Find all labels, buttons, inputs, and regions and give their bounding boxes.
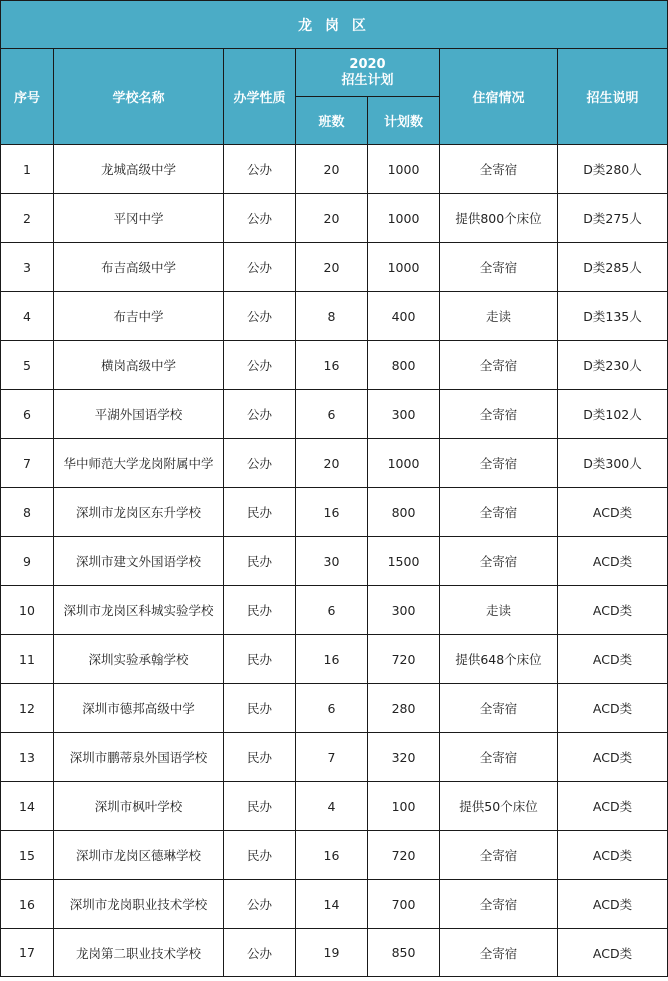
cell-school-nature: 公办 bbox=[224, 439, 296, 488]
cell-notes: ACD类 bbox=[558, 782, 668, 831]
cell-planned: 800 bbox=[368, 341, 440, 390]
cell-school-name: 深圳市德邦高级中学 bbox=[54, 684, 224, 733]
cell-index: 13 bbox=[1, 733, 54, 782]
table-row bbox=[1, 341, 668, 390]
table-row bbox=[1, 439, 668, 488]
cell-planned: 1000 bbox=[368, 194, 440, 243]
table-row bbox=[1, 635, 668, 684]
cell-classes: 30 bbox=[296, 537, 368, 586]
cell-planned: 1000 bbox=[368, 243, 440, 292]
cell-notes: ACD类 bbox=[558, 831, 668, 880]
cell-school-nature: 公办 bbox=[224, 880, 296, 929]
cell-planned: 850 bbox=[368, 929, 440, 977]
cell-index: 5 bbox=[1, 341, 54, 390]
cell-boarding: 全寄宿 bbox=[440, 929, 558, 977]
cell-planned: 800 bbox=[368, 488, 440, 537]
cell-notes: D类275人 bbox=[558, 194, 668, 243]
cell-index: 8 bbox=[1, 488, 54, 537]
table-row bbox=[1, 880, 668, 929]
header-notes: 招生说明 bbox=[558, 49, 668, 145]
cell-index: 7 bbox=[1, 439, 54, 488]
cell-classes: 6 bbox=[296, 684, 368, 733]
cell-notes: ACD类 bbox=[558, 537, 668, 586]
cell-boarding: 提供648个床位 bbox=[440, 635, 558, 684]
cell-notes: D类285人 bbox=[558, 243, 668, 292]
cell-index: 11 bbox=[1, 635, 54, 684]
cell-boarding: 走读 bbox=[440, 586, 558, 635]
cell-classes: 20 bbox=[296, 243, 368, 292]
table-row bbox=[1, 145, 668, 194]
cell-school-nature: 公办 bbox=[224, 292, 296, 341]
cell-boarding: 全寄宿 bbox=[440, 243, 558, 292]
cell-planned: 720 bbox=[368, 831, 440, 880]
header-boarding: 住宿情况 bbox=[440, 49, 558, 145]
cell-index: 4 bbox=[1, 292, 54, 341]
cell-planned: 280 bbox=[368, 684, 440, 733]
cell-classes: 20 bbox=[296, 439, 368, 488]
cell-notes: ACD类 bbox=[558, 684, 668, 733]
cell-boarding: 全寄宿 bbox=[440, 439, 558, 488]
cell-school-name: 深圳市龙岗区科城实验学校 bbox=[54, 586, 224, 635]
cell-school-nature: 民办 bbox=[224, 488, 296, 537]
table-row bbox=[1, 586, 668, 635]
cell-planned: 1500 bbox=[368, 537, 440, 586]
header-plan-year: 2020 bbox=[349, 56, 386, 72]
cell-notes: ACD类 bbox=[558, 880, 668, 929]
cell-boarding: 全寄宿 bbox=[440, 390, 558, 439]
cell-school-nature: 民办 bbox=[224, 782, 296, 831]
cell-classes: 7 bbox=[296, 733, 368, 782]
cell-boarding: 全寄宿 bbox=[440, 341, 558, 390]
cell-notes: D类300人 bbox=[558, 439, 668, 488]
cell-school-nature: 民办 bbox=[224, 635, 296, 684]
cell-index: 9 bbox=[1, 537, 54, 586]
cell-school-nature: 民办 bbox=[224, 586, 296, 635]
cell-school-name: 龙城高级中学 bbox=[54, 145, 224, 194]
cell-boarding: 全寄宿 bbox=[440, 880, 558, 929]
cell-school-name: 平湖外国语学校 bbox=[54, 390, 224, 439]
cell-classes: 6 bbox=[296, 390, 368, 439]
table-row bbox=[1, 537, 668, 586]
table-row bbox=[1, 243, 668, 292]
cell-school-nature: 民办 bbox=[224, 537, 296, 586]
cell-notes: ACD类 bbox=[558, 488, 668, 537]
cell-boarding: 全寄宿 bbox=[440, 733, 558, 782]
cell-classes: 20 bbox=[296, 145, 368, 194]
district-title: 龙 岗 区 bbox=[1, 1, 668, 49]
cell-school-name: 深圳市龙岗区德琳学校 bbox=[54, 831, 224, 880]
cell-boarding: 提供50个床位 bbox=[440, 782, 558, 831]
cell-school-name: 华中师范大学龙岗附属中学 bbox=[54, 439, 224, 488]
cell-school-nature: 公办 bbox=[224, 145, 296, 194]
cell-planned: 1000 bbox=[368, 439, 440, 488]
table-row bbox=[1, 194, 668, 243]
cell-notes: ACD类 bbox=[558, 929, 668, 977]
cell-classes: 4 bbox=[296, 782, 368, 831]
table-row bbox=[1, 831, 668, 880]
cell-index: 14 bbox=[1, 782, 54, 831]
cell-school-name: 布吉中学 bbox=[54, 292, 224, 341]
cell-school-name: 深圳市枫叶学校 bbox=[54, 782, 224, 831]
cell-classes: 16 bbox=[296, 488, 368, 537]
cell-boarding: 全寄宿 bbox=[440, 684, 558, 733]
cell-notes: D类230人 bbox=[558, 341, 668, 390]
cell-index: 12 bbox=[1, 684, 54, 733]
cell-planned: 700 bbox=[368, 880, 440, 929]
header-planned: 计划数 bbox=[368, 97, 440, 145]
cell-school-name: 深圳市鹏蒂泉外国语学校 bbox=[54, 733, 224, 782]
cell-notes: D类102人 bbox=[558, 390, 668, 439]
cell-school-name: 横岗高级中学 bbox=[54, 341, 224, 390]
table-row bbox=[1, 733, 668, 782]
cell-school-name: 布吉高级中学 bbox=[54, 243, 224, 292]
cell-planned: 320 bbox=[368, 733, 440, 782]
cell-notes: ACD类 bbox=[558, 586, 668, 635]
table-row bbox=[1, 488, 668, 537]
header-enrollment-plan bbox=[296, 49, 440, 97]
cell-school-nature: 公办 bbox=[224, 341, 296, 390]
cell-index: 1 bbox=[1, 145, 54, 194]
table-row bbox=[1, 782, 668, 831]
cell-notes: ACD类 bbox=[558, 635, 668, 684]
cell-boarding: 全寄宿 bbox=[440, 537, 558, 586]
cell-classes: 16 bbox=[296, 341, 368, 390]
cell-school-nature: 公办 bbox=[224, 243, 296, 292]
cell-school-nature: 公办 bbox=[224, 194, 296, 243]
cell-planned: 100 bbox=[368, 782, 440, 831]
cell-planned: 300 bbox=[368, 390, 440, 439]
cell-school-nature: 公办 bbox=[224, 390, 296, 439]
cell-boarding: 提供800个床位 bbox=[440, 194, 558, 243]
cell-school-nature: 民办 bbox=[224, 684, 296, 733]
cell-notes: D类280人 bbox=[558, 145, 668, 194]
header-classes: 班数 bbox=[296, 97, 368, 145]
cell-index: 17 bbox=[1, 929, 54, 977]
cell-index: 2 bbox=[1, 194, 54, 243]
cell-index: 6 bbox=[1, 390, 54, 439]
cell-boarding: 全寄宿 bbox=[440, 488, 558, 537]
cell-classes: 6 bbox=[296, 586, 368, 635]
cell-classes: 14 bbox=[296, 880, 368, 929]
table-row bbox=[1, 292, 668, 341]
cell-classes: 8 bbox=[296, 292, 368, 341]
cell-boarding: 全寄宿 bbox=[440, 145, 558, 194]
cell-classes: 19 bbox=[296, 929, 368, 977]
cell-school-name: 深圳实验承翰学校 bbox=[54, 635, 224, 684]
cell-school-name: 平冈中学 bbox=[54, 194, 224, 243]
cell-planned: 1000 bbox=[368, 145, 440, 194]
cell-school-name: 深圳市龙岗职业技术学校 bbox=[54, 880, 224, 929]
cell-school-name: 龙岗第二职业技术学校 bbox=[54, 929, 224, 977]
cell-planned: 400 bbox=[368, 292, 440, 341]
cell-planned: 720 bbox=[368, 635, 440, 684]
cell-school-nature: 公办 bbox=[224, 929, 296, 977]
table-row bbox=[1, 684, 668, 733]
header-school-nature: 办学性质 bbox=[224, 49, 296, 145]
cell-index: 10 bbox=[1, 586, 54, 635]
table-row bbox=[1, 929, 668, 977]
cell-notes: D类135人 bbox=[558, 292, 668, 341]
cell-index: 15 bbox=[1, 831, 54, 880]
cell-planned: 300 bbox=[368, 586, 440, 635]
header-index: 序号 bbox=[1, 49, 54, 145]
cell-school-nature: 民办 bbox=[224, 831, 296, 880]
header-school-name: 学校名称 bbox=[54, 49, 224, 145]
cell-school-nature: 民办 bbox=[224, 733, 296, 782]
cell-notes: ACD类 bbox=[558, 733, 668, 782]
cell-boarding: 全寄宿 bbox=[440, 831, 558, 880]
cell-school-name: 深圳市建文外国语学校 bbox=[54, 537, 224, 586]
cell-classes: 20 bbox=[296, 194, 368, 243]
cell-school-name: 深圳市龙岗区东升学校 bbox=[54, 488, 224, 537]
header-plan-label: 招生计划 bbox=[341, 72, 394, 88]
cell-classes: 16 bbox=[296, 831, 368, 880]
cell-boarding: 走读 bbox=[440, 292, 558, 341]
cell-index: 3 bbox=[1, 243, 54, 292]
table-row bbox=[1, 390, 668, 439]
cell-classes: 16 bbox=[296, 635, 368, 684]
cell-index: 16 bbox=[1, 880, 54, 929]
